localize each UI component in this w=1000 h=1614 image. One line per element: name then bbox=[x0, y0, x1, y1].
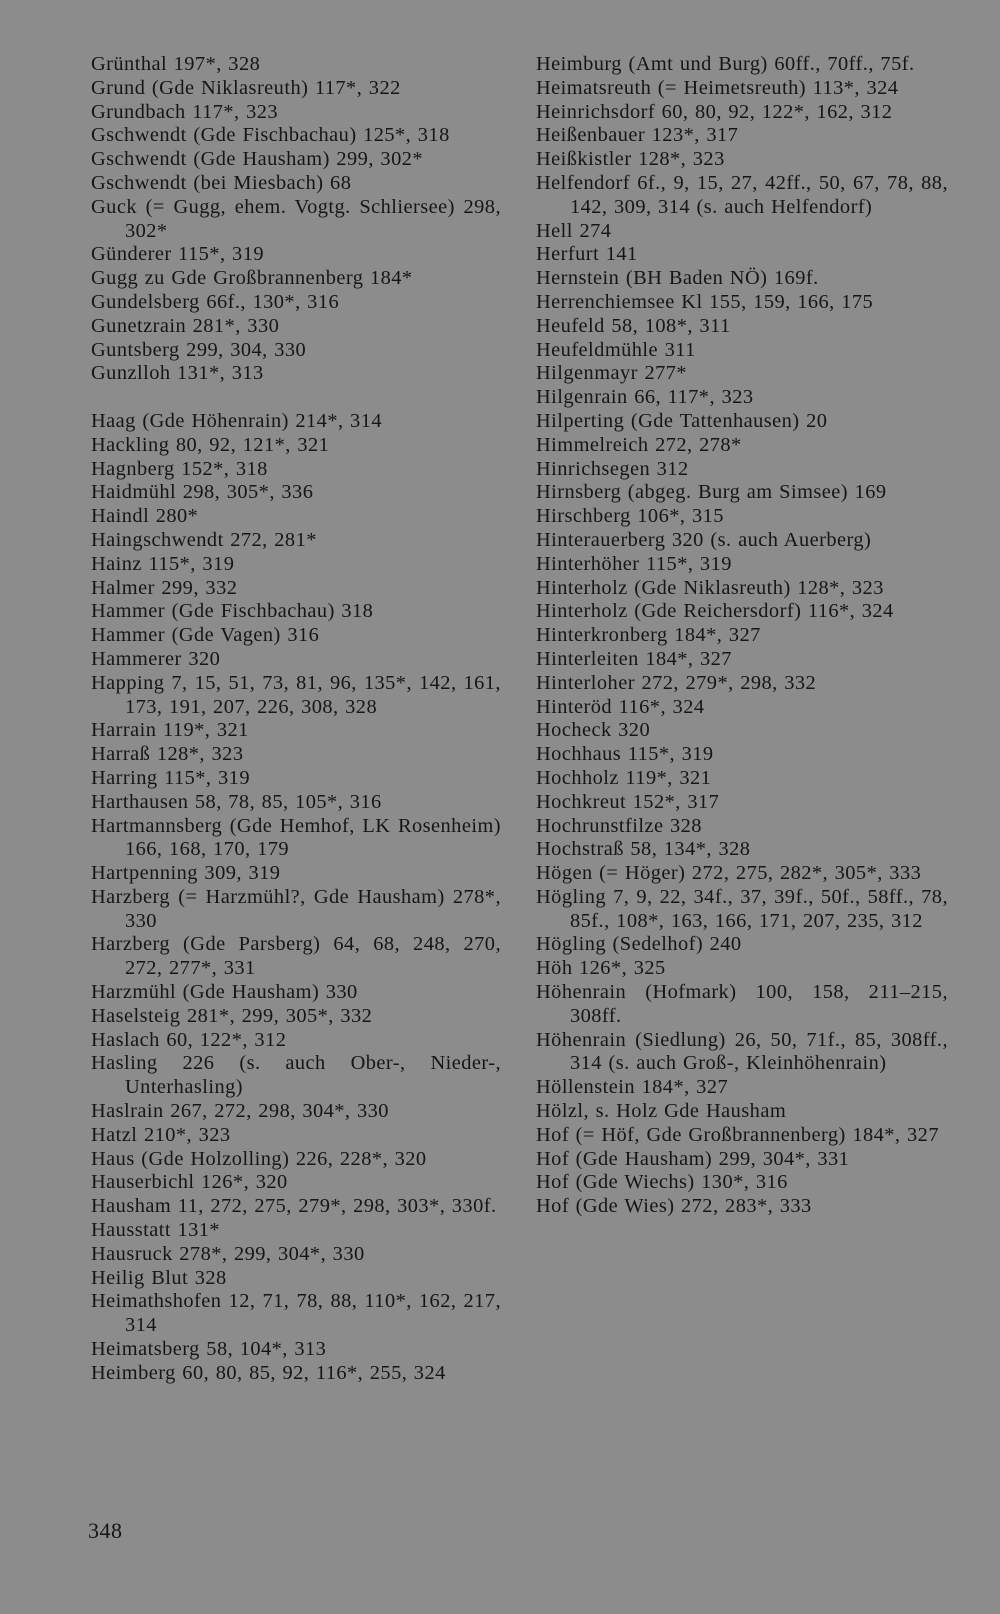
index-entry: Harzberg (= Harzmühl?, Gde Hausham) 278*, 330 bbox=[91, 885, 501, 932]
index-entry: Heilig Blut 328 bbox=[91, 1266, 227, 1289]
index-entry: Hinterloher 272, 279*, 298, 332 bbox=[536, 671, 817, 694]
section-gap bbox=[91, 386, 501, 410]
index-entry: Hochkreut 152*, 317 bbox=[536, 790, 720, 813]
index-entry: Hammer (Gde Fischbachau) 318 bbox=[91, 600, 374, 623]
index-entry: Högling 7, 9, 22, 34f., 37, 39f., 50f., 58ff., 78, 85f., 108*, 163, 166, 171, 207, 235, 312 bbox=[536, 885, 948, 932]
index-entry: Hirnsberg (abgeg. Burg am Simsee) 169 bbox=[536, 481, 887, 504]
index-entry: Gunzlloh 131*, 313 bbox=[91, 362, 264, 385]
index-column-right bbox=[536, 53, 948, 1219]
index-entry: Hochhaus 115*, 319 bbox=[536, 743, 714, 766]
index-entry: Höllenstein 184*, 327 bbox=[536, 1076, 729, 1099]
index-entry: Heimathshofen 12, 71, 78, 88, 110*, 162, 217, 314 bbox=[91, 1290, 501, 1337]
index-entry: Herrenchiemsee Kl 155, 159, 166, 175 bbox=[536, 290, 874, 313]
index-entry: Hocheck 320 bbox=[536, 719, 651, 742]
index-entry: Hochstraß 58, 134*, 328 bbox=[536, 838, 751, 861]
index-entry: Hof (Gde Wies) 272, 283*, 333 bbox=[536, 1195, 812, 1218]
index-entry: Heißenbauer 123*, 317 bbox=[536, 124, 739, 147]
index-entry: Hammerer 320 bbox=[91, 647, 221, 670]
index-entry: Happing 7, 15, 51, 73, 81, 96, 135*, 142, 161, 173, 191, 207, 226, 308, 328 bbox=[91, 671, 501, 718]
index-entry: Hartmannsberg (Gde Hemhof, LK Rosenheim) 166, 168, 170, 179 bbox=[91, 814, 501, 861]
index-entry: Hinterauerberg 320 (s. auch Auerberg) bbox=[536, 528, 872, 551]
index-entry: Haag (Gde Höhenrain) 214*, 314 bbox=[91, 409, 382, 432]
index-entry: Himmelreich 272, 278* bbox=[536, 433, 742, 456]
index-entry: Hochrunstfilze 328 bbox=[536, 814, 702, 837]
index-entry: Hinterholz (Gde Reichersdorf) 116*, 324 bbox=[536, 600, 894, 623]
index-entry: Haingschwendt 272, 281* bbox=[91, 528, 317, 551]
index-entry: Haidmühl 298, 305*, 336 bbox=[91, 481, 314, 504]
index-entry: Hof (= Höf, Gde Großbrannenberg) 184*, 327 bbox=[536, 1123, 939, 1146]
index-entry: Hausstatt 131* bbox=[91, 1219, 221, 1242]
index-entry: Höh 126*, 325 bbox=[536, 957, 666, 980]
index-entry: Hauserbichl 126*, 320 bbox=[91, 1171, 288, 1194]
index-entry: Hasling 226 (s. auch Ober-, Nieder-, Unterhasling) bbox=[91, 1052, 501, 1099]
index-entry: Harzmühl (Gde Hausham) 330 bbox=[91, 981, 358, 1004]
index-entry: Hirschberg 106*, 315 bbox=[536, 505, 724, 528]
index-entry: Högen (= Höger) 272, 275, 282*, 305*, 333 bbox=[536, 862, 922, 885]
index-entry: Hof (Gde Hausham) 299, 304*, 331 bbox=[536, 1147, 850, 1170]
index-entry: Höhenrain (Siedlung) 26, 50, 71f., 85, 308ff., 314 (s. auch Groß-, Kleinhöhenrain) bbox=[536, 1028, 948, 1075]
index-entry: Günderer 115*, 319 bbox=[91, 243, 264, 266]
index-entry: Hilperting (Gde Tattenhausen) 20 bbox=[536, 409, 828, 432]
index-entry: Harraß 128*, 323 bbox=[91, 743, 244, 766]
index-entry: Heißkistler 128*, 323 bbox=[536, 148, 725, 171]
index-entry: Guck (= Gugg, ehem. Vogtg. Schliersee) 298, 302* bbox=[91, 195, 501, 242]
index-entry: Hausham 11, 272, 275, 279*, 298, 303*, 330f. bbox=[91, 1195, 497, 1218]
index-column-left bbox=[91, 53, 501, 1386]
index-entry: Högling (Sedelhof) 240 bbox=[536, 933, 742, 956]
index-entry: Heimatsreuth (= Heimetsreuth) 113*, 324 bbox=[536, 76, 899, 99]
index-entry: Gugg zu Gde Großbrannenberg 184* bbox=[91, 267, 413, 290]
index-entry: Hausruck 278*, 299, 304*, 330 bbox=[91, 1242, 365, 1265]
index-entry: Heimberg 60, 80, 85, 92, 116*, 255, 324 bbox=[91, 1361, 446, 1384]
index-entry: Harzberg (Gde Parsberg) 64, 68, 248, 270, 272, 277*, 331 bbox=[91, 933, 501, 980]
index-entry: Heufeld 58, 108*, 311 bbox=[536, 314, 731, 337]
index-entry: Harthausen 58, 78, 85, 105*, 316 bbox=[91, 790, 382, 813]
index-entry: Guntsberg 299, 304, 330 bbox=[91, 338, 307, 361]
index-entry: Grund (Gde Niklasreuth) 117*, 322 bbox=[91, 76, 401, 99]
index-entry: Gunetzrain 281*, 330 bbox=[91, 314, 280, 337]
index-entry: Gundelsberg 66f., 130*, 316 bbox=[91, 290, 340, 313]
index-entry: Grünthal 197*, 328 bbox=[91, 53, 261, 75]
index-entry: Gschwendt (Gde Fischbachau) 125*, 318 bbox=[91, 124, 450, 147]
index-entry: Hatzl 210*, 323 bbox=[91, 1123, 231, 1146]
index-entry: Harring 115*, 319 bbox=[91, 766, 250, 789]
index-entry: Hinteröd 116*, 324 bbox=[536, 695, 705, 718]
index-entry: Hilgenrain 66, 117*, 323 bbox=[536, 386, 754, 409]
index-entry: Hammer (Gde Vagen) 316 bbox=[91, 624, 320, 647]
index-entry: Hinterholz (Gde Niklasreuth) 128*, 323 bbox=[536, 576, 884, 599]
index-entry: Hartpenning 309, 319 bbox=[91, 862, 281, 885]
index-entry: Hilgenmayr 277* bbox=[536, 362, 688, 385]
index-entry: Hölzl, s. Holz Gde Hausham bbox=[536, 1100, 787, 1123]
index-entry: Haslach 60, 122*, 312 bbox=[91, 1028, 287, 1051]
index-entry: Gschwendt (Gde Hausham) 299, 302* bbox=[91, 148, 424, 171]
page-number: 348 bbox=[88, 1518, 123, 1543]
index-entry: Hof (Gde Wiechs) 130*, 316 bbox=[536, 1171, 788, 1194]
index-entry: Heimburg (Amt und Burg) 60ff., 70ff., 75f. bbox=[536, 53, 915, 75]
index-entry: Hinrichsegen 312 bbox=[536, 457, 689, 480]
index-entry: Heinrichsdorf 60, 80, 92, 122*, 162, 312 bbox=[536, 100, 893, 123]
index-entry: Haselsteig 281*, 299, 305*, 332 bbox=[91, 1004, 373, 1027]
index-entry: Hell 274 bbox=[536, 219, 612, 242]
index-entry: Hinterhöher 115*, 319 bbox=[536, 552, 732, 575]
index-entry: Hagnberg 152*, 318 bbox=[91, 457, 268, 480]
index-entry: Heufeldmühle 311 bbox=[536, 338, 696, 361]
index-entry: Höhenrain (Hofmark) 100, 158, 211–215, 308ff. bbox=[536, 981, 948, 1027]
index-entry: Hochholz 119*, 321 bbox=[536, 766, 712, 789]
index-entry: Gschwendt (bei Miesbach) 68 bbox=[91, 171, 352, 194]
index-entry: Harrain 119*, 321 bbox=[91, 719, 249, 742]
index-entry: Grundbach 117*, 323 bbox=[91, 100, 279, 123]
index-entry: Haindl 280* bbox=[91, 505, 199, 528]
index-entry: Hinterleiten 184*, 327 bbox=[536, 647, 732, 670]
index-entry: Helfendorf 6f., 9, 15, 27, 42ff., 50, 67, 78, 88, 142, 309, 314 (s. auch Helfendorf) bbox=[536, 171, 948, 218]
index-entry: Haus (Gde Holzolling) 226, 228*, 320 bbox=[91, 1147, 427, 1170]
index-entry: Hinterkronberg 184*, 327 bbox=[536, 624, 761, 647]
index-entry: Hackling 80, 92, 121*, 321 bbox=[91, 433, 330, 456]
index-entry: Haslrain 267, 272, 298, 304*, 330 bbox=[91, 1100, 389, 1123]
index-entry: Herfurt 141 bbox=[536, 243, 638, 266]
index-entry: Halmer 299, 332 bbox=[91, 576, 238, 599]
index-entry: Hernstein (BH Baden NÖ) 169f. bbox=[536, 267, 819, 290]
index-entry: Hainz 115*, 319 bbox=[91, 552, 235, 575]
index-entry: Heimatsberg 58, 104*, 313 bbox=[91, 1338, 327, 1361]
